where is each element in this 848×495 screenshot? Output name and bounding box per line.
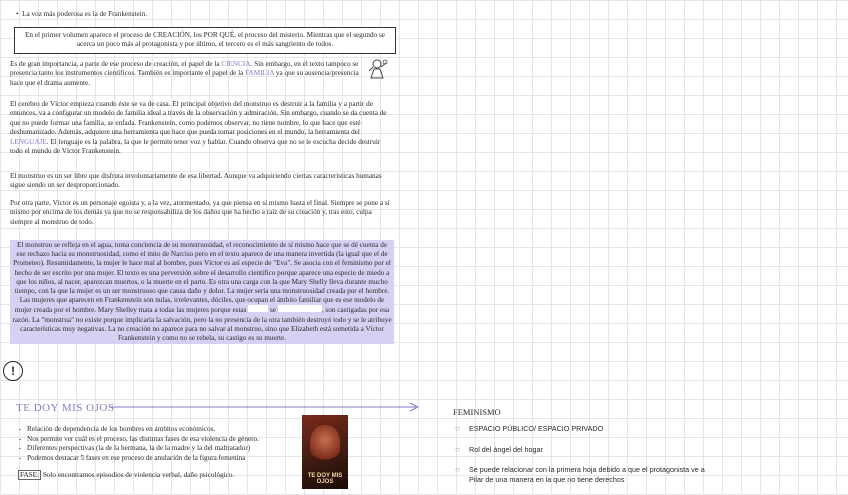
top-bullet-text: La voz más poderosa es la de Frankenstein. xyxy=(22,10,148,18)
paragraph-victor: Por otra parte, Víctor es un personaje egoísta y, a la vez, atormentado, ya que piensa en sí mismo hasta el final. Siempre se pone a sí mismo por encima de los demás ya que no se responsabiliza de los daños que ha hecho a raíz de su creación y, tras esto, culpa siempre al monstruo de todo. xyxy=(10,199,390,226)
bullet-dot-icon: • xyxy=(16,10,23,18)
highlight-gap xyxy=(248,305,268,312)
circle-bullet-icon: ○ xyxy=(455,424,460,433)
list-item: - Podemos destacar 5 fases en ese proceso de anulación de la figura femenina xyxy=(17,454,317,464)
arrow-right-icon xyxy=(110,402,422,412)
fase-label: FASE: xyxy=(20,471,40,479)
exclamation-circle-icon: ! xyxy=(3,361,23,381)
paragraph-language: El cerebro de Víctor empieza cuando éste se va de casa. El principal objetivo del monstruo es destruir a la familia y a partir de entonces, va a configurar un modelo de familia ideal a través de la observación y admiración. Sin embargo, cuando se da cuenta de que no puede formar una familia, se enfada. Frankenstein, como podemos observar, no tiene nombre, lo que hace que esté deshumanizado. Además, adquiere una herramienta que hace que pueda tomar posiciones en el mundo, la herramienta del LENGUAJE. El lenguaje es la palabra, la que le permite tener voz y hablar. Cuando observa que no se le escucha decide destruir todo el mundo de Víctor Frankenstein. xyxy=(10,100,387,156)
highlight-gap-long xyxy=(278,305,322,312)
circle-bullet-icon: ○ xyxy=(455,444,460,454)
movie-poster xyxy=(302,415,348,489)
list-item: - Relación de dependencia de los hombres en ámbitos económicos. xyxy=(17,425,317,435)
circle-bullet-icon: ○ xyxy=(455,465,460,475)
boxed-note xyxy=(14,27,396,54)
list-item: ○ ESPACIO PÚBLICO/ ESPACIO PRIVADO xyxy=(455,424,604,433)
term-lenguaje: LENGUAJE xyxy=(10,137,47,146)
list-item: ○ Rol del ángel del hogar xyxy=(455,444,543,454)
left-bullet-list xyxy=(17,425,317,463)
highlighted-paragraph: El monstruo se refleja en el agua, toma conciencia de su monstruosidad, el reconocimiento de sí mismo hace que se dé cuenta de ese rechazo hacia su monstruosidad, como el mito de Narciso pero en el texto aparece de una manera invertida (la igual que el de Prometeo). Resumidamente, la mujer le hace mal al hombre, pues Víctor es así especie de "Eva". Se asocia con el feminismo por el hecho de ser escrito por una mujer. El texto es una perversión sobre el desarrollo científico porque aparece una especie de miedo a que los niños, al nacer, aparezcan muertos, o la muerte en el parto. Es otra una carga con la que Mary Shelly lleva durante mucho tiempo, con la que la mujer es un ser monstruoso que causa daño y dolor. La mujer sería una monstruosidad creada por el hombre. Las mujeres que aparecen en Frankenstein son nulas, irrelevantes, dóciles, que ocupan el ámbito familiar que es ese modelo de mujer creada por el hombre. Mary Shelley mata a todas las mujeres porque estas se , son castigadas por esa razón. La "monstrua" no existe porque implicaría la salvación, pero la no presencia de la otra también destruyó todo y se le atribuye características muy negativas. La no creación no aparece para no salvar al monstruo, sino que Elizabeth está sometida a Víctor Frankenstein y como no se rebela, su castigo es su muerte. xyxy=(10,240,394,344)
section-title: TE DOY MIS OJOS xyxy=(16,402,115,414)
science-illustration-icon xyxy=(366,57,388,79)
list-item: ○ Se puede relacionar con la primera hoja debido a que el protagonista ve a Pilar de una manera en la que no tiene derechos xyxy=(455,465,705,484)
boxed-note-text: En el primer volumen aparece el proceso de CREACIÓN, los POR QUÉ, el proceso del misterio. Mientras que el segundo se acerca un poco más al protagonista y por último, el tercero es el más sangriento de todos. xyxy=(25,31,385,49)
paragraph-science: Es de gran importancia, a parte de ese proceso de creación, el papel de la CIENCIA. Sin embargo, en el texto tampoco se presencia tanto los instrumentos científicos. También es importante el papel de la FAMILIA ya que su ausencia/presencia hace que el drama aumente. xyxy=(10,60,359,87)
term-ciencia: CIENCIA xyxy=(221,60,251,68)
term-familia: FAMILIA xyxy=(245,69,275,78)
list-item: - Diferentes perspectivas (la de la hermana, la de la madre y la del maltratador) xyxy=(17,444,317,454)
poster-figure xyxy=(310,425,340,463)
right-title: FEMINISMO xyxy=(453,407,501,417)
right-bullet-list xyxy=(453,424,713,495)
paragraph-free: El monstruo es un ser libre que disfruta involuntariamente de esa libertad. Aunque va adquiriendo ciertas características humanas sigue siendo un ser desproporcionado. xyxy=(10,172,382,190)
top-bullet xyxy=(16,10,396,19)
poster-title: TE DOY MIS OJOS xyxy=(307,473,343,485)
list-item: - Nos permite ver cuál es el proceso, las distintas fases de esa violencia de género. xyxy=(17,435,317,445)
fase-note: FASE: Solo encontramos episodios de violencia verbal, daño psicológico. xyxy=(20,471,235,479)
